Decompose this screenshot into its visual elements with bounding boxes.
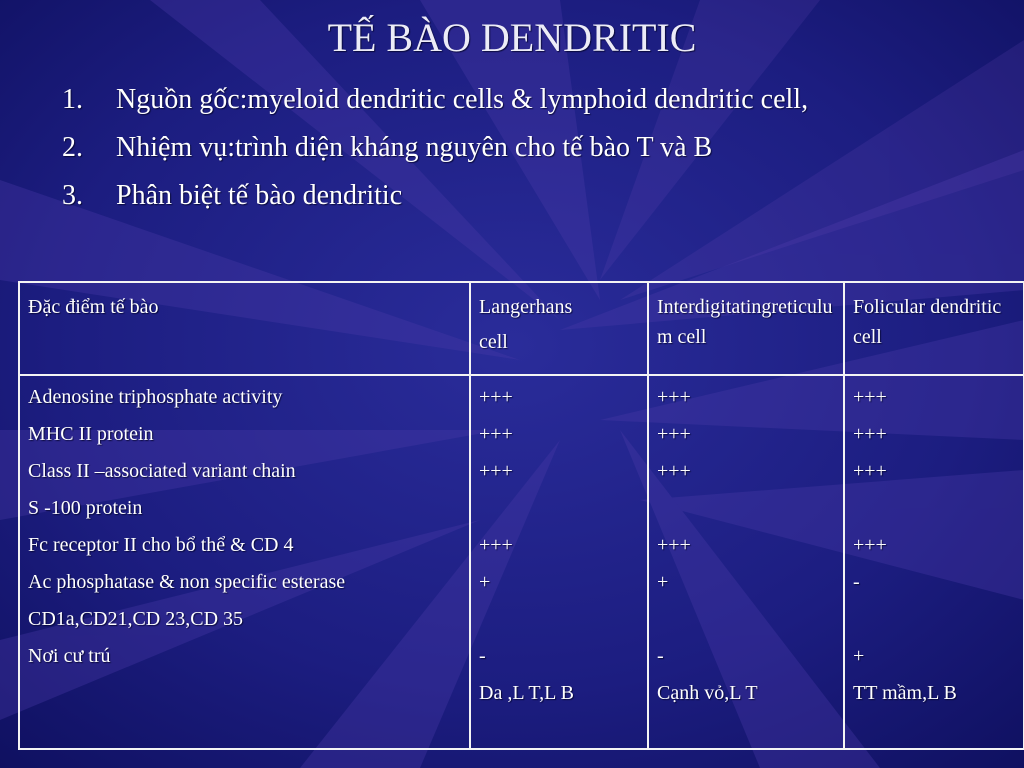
bullet-item bbox=[62, 76, 1012, 124]
header-langerhans: Langerhans cell bbox=[470, 282, 648, 375]
value-item: +++ bbox=[479, 460, 513, 482]
header-folicular: Folicular dendritic cell bbox=[844, 282, 1024, 375]
value-item: +++ bbox=[657, 534, 691, 556]
feature-item: S -100 protein bbox=[28, 497, 143, 519]
header-feature: Đặc điểm tế bào bbox=[19, 282, 470, 375]
value-item bbox=[657, 495, 835, 532]
value-item: + bbox=[657, 571, 669, 593]
value-item: +++ bbox=[853, 534, 887, 556]
value-item: +++ bbox=[853, 460, 887, 482]
dendritic-cell-table bbox=[18, 281, 1024, 750]
bullet-text: Nguồn gốc:myeloid dendritic cells & lymphoid dendritic cell, bbox=[116, 84, 809, 115]
bullet-item bbox=[62, 172, 1012, 220]
value-item: + bbox=[479, 571, 491, 593]
bullet-text: Phân biệt tế bào dendritic bbox=[116, 180, 403, 211]
value-item: +++ bbox=[479, 534, 513, 556]
bullet-number: 3. bbox=[62, 180, 83, 211]
value-item: +++ bbox=[853, 423, 887, 445]
value-item: +++ bbox=[479, 386, 513, 408]
value-item: + bbox=[853, 645, 865, 667]
value-item bbox=[853, 606, 1015, 643]
bullet-list bbox=[62, 76, 1012, 220]
feature-item: Nơi cư trú bbox=[28, 645, 111, 667]
folicular-cell bbox=[844, 375, 1024, 749]
feature-item: MHC II protein bbox=[28, 423, 154, 445]
langerhans-cell bbox=[470, 375, 648, 749]
value-item bbox=[657, 606, 835, 643]
value-item: - bbox=[657, 645, 664, 667]
header-interdigitating: Interdigitatingreticulum cell bbox=[648, 282, 844, 375]
value-item: Da ,L T,L B bbox=[479, 682, 574, 704]
value-item: Cạnh vỏ,L T bbox=[657, 682, 758, 704]
value-item: +++ bbox=[657, 423, 691, 445]
feature-item: CD1a,CD21,CD 23,CD 35 bbox=[28, 608, 244, 630]
slide-title: TẾ BÀO DENDRITIC bbox=[327, 15, 697, 60]
value-item: - bbox=[853, 571, 860, 593]
value-item bbox=[479, 606, 639, 643]
table-body-row bbox=[19, 375, 1024, 749]
value-item: +++ bbox=[853, 386, 887, 408]
feature-item: Class II –associated variant chain bbox=[28, 460, 296, 482]
value-item bbox=[479, 495, 639, 532]
value-item: +++ bbox=[657, 386, 691, 408]
value-item: +++ bbox=[479, 423, 513, 445]
value-item: TT mầm,L B bbox=[853, 682, 957, 704]
feature-item: Ac phosphatase & non specific esterase bbox=[28, 571, 346, 593]
bullet-number: 1. bbox=[62, 84, 83, 115]
value-item bbox=[853, 495, 1015, 532]
feature-item: Adenosine triphosphate activity bbox=[28, 386, 283, 408]
interdigitating-cell bbox=[648, 375, 844, 749]
feature-cell bbox=[19, 375, 470, 749]
table-header-row bbox=[19, 282, 1024, 375]
bullet-item bbox=[62, 124, 1012, 172]
bullet-text: Nhiệm vụ:trình diện kháng nguyên cho tế bào T và B bbox=[116, 132, 713, 163]
value-item: +++ bbox=[657, 460, 691, 482]
feature-item: Fc receptor II cho bổ thể & CD 4 bbox=[28, 534, 294, 556]
bullet-number: 2. bbox=[62, 132, 83, 163]
value-item: - bbox=[479, 645, 486, 667]
